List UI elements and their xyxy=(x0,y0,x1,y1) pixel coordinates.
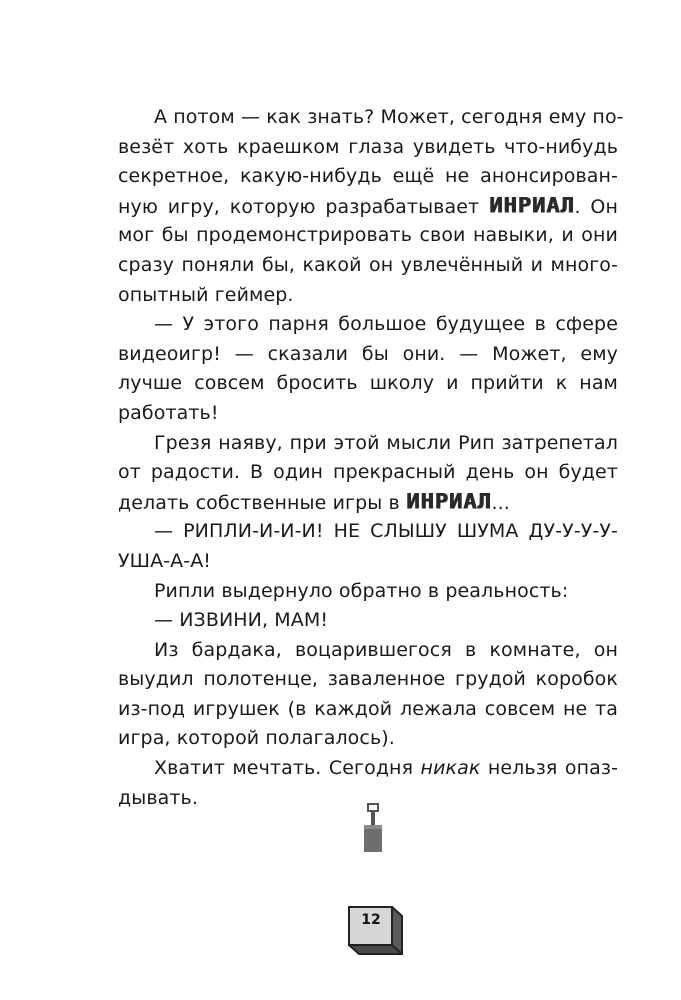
line-text: лучше совсем бросить школу и прийти к нам xyxy=(118,372,618,395)
page-number-badge xyxy=(346,904,406,956)
company-logo-text: ИНРИАЛ xyxy=(405,490,492,515)
line-text: выудил полотенце, заваленное грудой коробок xyxy=(118,668,618,691)
line-text: работать! xyxy=(118,401,219,424)
text-line xyxy=(118,192,618,222)
text-line xyxy=(118,162,618,192)
line-text: — РИПЛИ-И-И-И! НЕ СЛЫШУ ШУМА ДУ-У-У-У- xyxy=(154,520,618,543)
line-text: делать собственные игры в xyxy=(118,491,400,514)
text-line xyxy=(118,399,618,429)
text-line xyxy=(118,221,618,251)
text-line xyxy=(118,133,618,163)
text-line xyxy=(118,251,618,281)
line-text: секретное, какую-нибудь ещё не анонсирован- xyxy=(118,165,618,188)
line-text: опытный геймер. xyxy=(118,283,294,306)
line-text: видеоигр! — сказали бы они. — Может, ему xyxy=(118,342,618,365)
text-line xyxy=(118,517,618,547)
text-line xyxy=(118,369,618,399)
line-text: мог бы продемонстрировать свои навыки, и они xyxy=(118,224,618,247)
line-text: . Он xyxy=(574,195,619,218)
line-text: ... xyxy=(491,491,510,514)
line-text: дывать. xyxy=(118,786,198,809)
emphasis-text: никак xyxy=(420,757,481,780)
line-text: — У этого парня большое будущее в сфере xyxy=(154,313,618,336)
page-number: 12 xyxy=(361,912,381,928)
text-line xyxy=(118,429,618,459)
text-line xyxy=(118,577,618,607)
line-text: сразу поняли бы, какой он увлечённый и много- xyxy=(118,253,618,276)
text-line xyxy=(118,754,618,784)
text-line xyxy=(118,724,618,754)
line-text: А потом — как знать? Может, сегодня ему по- xyxy=(154,106,624,128)
text-line xyxy=(118,488,618,518)
text-line xyxy=(118,340,618,370)
line-text: игра, которой полагалось). xyxy=(118,727,395,750)
line-text: ную игру, которую разрабатывает xyxy=(118,195,480,218)
shovel-icon xyxy=(362,803,384,853)
text-line xyxy=(118,310,618,340)
line-text: от радости. В один прекрасный день он будет xyxy=(118,461,618,484)
line-text: везёт хоть краешком глаза увидеть что-нибудь xyxy=(118,135,618,158)
line-text: Рипли выдернуло обратно в реальность: xyxy=(154,579,569,602)
line-text: из-под игрушек (в каждой лежала совсем не та xyxy=(118,697,618,720)
text-line xyxy=(118,606,618,636)
text-line xyxy=(118,636,618,666)
line-text: Грезя наяву, при этой мысли Рип затрепетал xyxy=(154,431,618,454)
text-line xyxy=(118,547,618,577)
company-logo-text: ИНРИАЛ xyxy=(489,194,575,219)
text-line xyxy=(118,695,618,725)
line-text: Хватит мечтать. Сегодня xyxy=(154,757,414,780)
line-text: Из бардака, воцарившегося в комнате, он xyxy=(154,638,618,661)
text-line xyxy=(118,281,618,311)
line-text: — ИЗВИНИ, МАМ! xyxy=(154,609,329,632)
body-text xyxy=(118,103,624,813)
text-line xyxy=(118,103,624,133)
text-line xyxy=(118,458,618,488)
line-text: УША-А-А! xyxy=(118,549,212,572)
line-text: нельзя опаз- xyxy=(487,757,619,780)
text-line xyxy=(118,665,618,695)
